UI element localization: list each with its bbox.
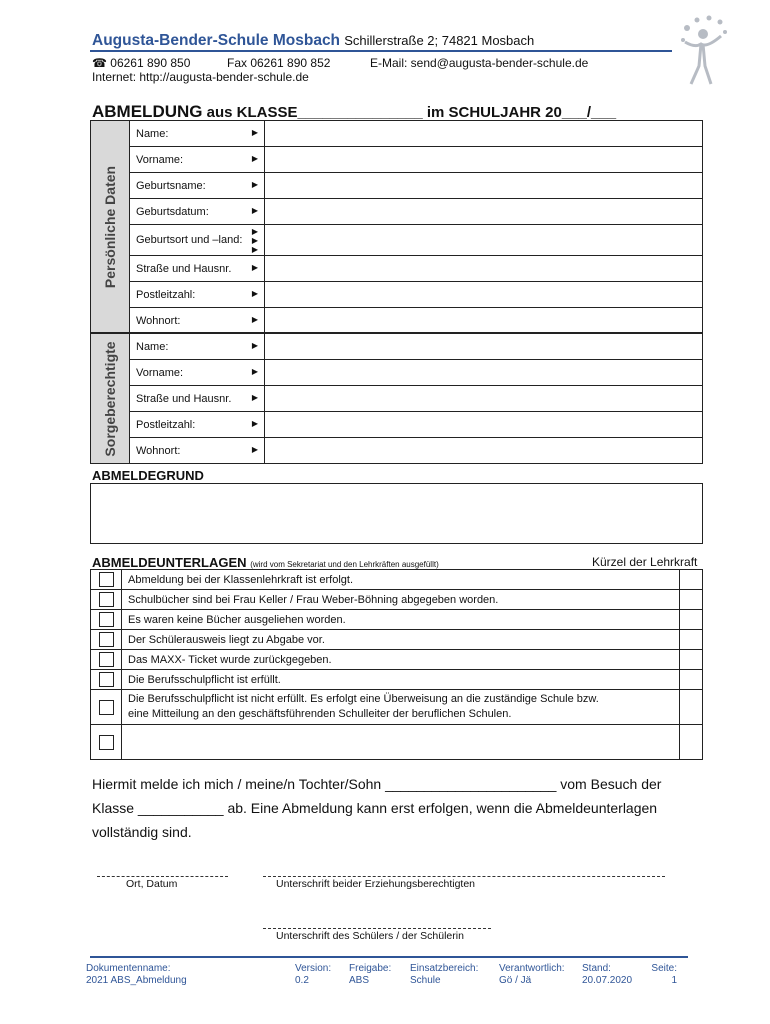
table-row (91, 199, 703, 225)
checkbox[interactable] (99, 612, 114, 627)
field-label: Straße und Hausnr. ▶ (130, 256, 265, 282)
documents-heading (92, 555, 439, 570)
field-label: Straße und Hausnr. ▶ (130, 386, 265, 412)
guardian-signature-label: Unterschrift beider Erziehungsberechtigten (276, 878, 476, 890)
field-label: Vorname: ▶ (130, 147, 265, 173)
footer-page (649, 963, 677, 987)
document-item: Es waren keine Bücher ausgeliehen worden. (122, 610, 680, 630)
documents-heading-text: ABMELDEUNTERLAGEN (92, 555, 247, 570)
footer-document (86, 963, 187, 987)
city-input[interactable] (265, 308, 703, 334)
first-name-input[interactable] (265, 147, 703, 173)
table-row (91, 147, 703, 173)
field-label: Wohnort: ▶ (130, 438, 265, 464)
phone-number: ☎ 06261 890 850 (92, 56, 191, 70)
table-row (91, 333, 703, 360)
document-item (122, 690, 680, 725)
student-signature-label: Unterschrift des Schülers / der Schülerin (276, 930, 464, 942)
footer-value: 1 (671, 975, 677, 986)
initials-cell[interactable] (680, 590, 703, 610)
name-input[interactable] (265, 121, 703, 147)
checkbox-cell (91, 670, 122, 690)
teacher-initials-header: Kürzel der Lehrkraft (592, 555, 698, 569)
footer-area (410, 963, 478, 987)
footer-label: Version: (295, 963, 332, 974)
footer-value: ABS (349, 975, 370, 986)
table-row (91, 725, 703, 760)
document-item-line: Die Berufsschulpflicht ist nicht erfüllt. Es erfolgt eine Überweisung an die zuständige Schule bzw. (128, 693, 599, 705)
guardian-first-name-input[interactable] (265, 360, 703, 386)
footer-release (349, 963, 391, 987)
table-row (91, 121, 703, 147)
school-address: Schillerstraße 2; 74821 Mosbach (344, 33, 535, 48)
field-label: Geburtsdatum: ▶ (130, 199, 265, 225)
guardian-postal-code-input[interactable] (265, 412, 703, 438)
guardian-street-input[interactable] (265, 386, 703, 412)
field-label: Wohnort: ▶ (130, 308, 265, 334)
table-row (91, 412, 703, 438)
table-row (91, 282, 703, 308)
documents-table (90, 569, 703, 760)
guardian-data-table (90, 332, 703, 464)
field-label: Vorname: ▶ (130, 360, 265, 386)
place-date-label: Ort, Datum (126, 878, 178, 890)
document-item: Der Schülerausweis liegt zu Abgabe vor. (122, 630, 680, 650)
initials-cell[interactable] (680, 725, 703, 760)
checkbox-cell (91, 650, 122, 670)
reason-heading: ABMELDEGRUND (92, 468, 204, 483)
guardian-section-label: Sorgeberechtigte (91, 333, 130, 464)
checkbox[interactable] (99, 632, 114, 647)
reason-textarea[interactable] (90, 483, 703, 544)
initials-cell[interactable] (680, 570, 703, 590)
table-row (91, 225, 703, 256)
initials-cell[interactable] (680, 650, 703, 670)
document-item-line: eine Mitteilung an den geschäftsführenden Schulleiter der beruflichen Schulen. (128, 708, 512, 720)
checkbox[interactable] (99, 652, 114, 667)
checkbox-cell (91, 725, 122, 760)
contact-block (92, 56, 652, 86)
initials-cell[interactable] (680, 610, 703, 630)
document-item: Die Berufsschulpflicht ist erfüllt. (122, 670, 680, 690)
footer-divider (90, 956, 688, 958)
table-row (91, 570, 703, 590)
initials-cell[interactable] (680, 690, 703, 725)
table-row (91, 256, 703, 282)
guardian-signature-line[interactable] (263, 876, 665, 877)
checkbox[interactable] (99, 700, 114, 715)
birth-name-input[interactable] (265, 173, 703, 199)
postal-code-input[interactable] (265, 282, 703, 308)
table-row (91, 690, 703, 725)
form-title-main: ABMELDUNG (92, 102, 203, 121)
guardian-name-input[interactable] (265, 333, 703, 360)
footer-label: Dokumentenname: (86, 963, 171, 974)
school-logo-icon (677, 14, 729, 86)
footer-value: 20.07.2020 (582, 975, 633, 986)
footer-date (582, 963, 632, 987)
table-row (91, 360, 703, 386)
document-item: Schulbücher sind bei Frau Keller / Frau Weber-Böhning abgegeben worden. (122, 590, 680, 610)
form-title-rest: aus KLASSE_______________ im SCHULJAHR 20___/___ (202, 104, 617, 121)
checkbox[interactable] (99, 672, 114, 687)
footer-label: Freigabe: (349, 963, 392, 974)
table-row (91, 386, 703, 412)
checkbox[interactable] (99, 572, 114, 587)
checkbox-cell (91, 630, 122, 650)
checkbox-cell (91, 590, 122, 610)
table-row (91, 173, 703, 199)
checkbox-cell (91, 690, 122, 725)
website: Internet: http://augusta-bender-schule.de (92, 70, 309, 84)
table-row (91, 610, 703, 630)
school-header (92, 32, 534, 50)
declaration-line: Hiermit melde ich mich / meine/n Tochter/Sohn ______________________ vom Besuch der (92, 776, 662, 792)
declaration-line: vollständig sind. (92, 824, 192, 840)
table-row (91, 630, 703, 650)
footer-version (295, 963, 331, 987)
school-name: Augusta-Bender-Schule Mosbach (92, 32, 341, 49)
footer-label: Stand: (582, 963, 611, 974)
field-label: Geburtsname: ▶ (130, 173, 265, 199)
footer-value: Gö / Jä (499, 975, 532, 986)
field-label: Name: ▶ (130, 121, 265, 147)
document-item-blank[interactable] (122, 725, 680, 760)
table-row (91, 650, 703, 670)
street-input[interactable] (265, 256, 703, 282)
birth-date-input[interactable] (265, 199, 703, 225)
checkbox-cell (91, 570, 122, 590)
birth-place-input[interactable] (265, 225, 703, 256)
field-label: Name: ▶ (130, 333, 265, 360)
footer-responsible (499, 963, 565, 987)
table-row (91, 590, 703, 610)
document-item: Das MAXX- Ticket wurde zurückgegeben. (122, 650, 680, 670)
email-address: E-Mail: send@augusta-bender-schule.de (370, 56, 589, 70)
footer-label: Einsatzbereich: (410, 963, 479, 974)
header-divider (90, 50, 672, 52)
footer-value: Schule (410, 975, 441, 986)
checkbox[interactable] (99, 735, 114, 750)
footer-label: Verantwortlich: (499, 963, 565, 974)
field-label: Postleitzahl: ▶ (130, 412, 265, 438)
guardian-city-input[interactable] (265, 438, 703, 464)
checkbox[interactable] (99, 592, 114, 607)
initials-cell[interactable] (680, 630, 703, 650)
personal-data-table (90, 120, 703, 334)
footer-value: 0.2 (295, 975, 309, 986)
form-title (92, 102, 616, 122)
table-row (91, 670, 703, 690)
document-item: Abmeldung bei der Klassenlehrkraft ist erfolgt. (122, 570, 680, 590)
table-row (91, 308, 703, 334)
field-label: Postleitzahl: ▶ (130, 282, 265, 308)
student-signature-line[interactable] (263, 928, 491, 929)
documents-note: (wird vom Sekretariat und den Lehrkräften ausgefüllt) (250, 560, 439, 569)
initials-cell[interactable] (680, 670, 703, 690)
declaration-line: Klasse ___________ ab. Eine Abmeldung kann erst erfolgen, wenn die Abmeldeunterlagen (92, 800, 658, 816)
field-label: Geburtsort und –land: ▶ ▶ ▶ (130, 225, 265, 256)
table-row (91, 438, 703, 464)
checkbox-cell (91, 610, 122, 630)
fax-number: Fax 06261 890 852 (227, 56, 331, 70)
personal-section-label: Persönliche Daten (91, 121, 130, 334)
footer-value: 2021 ABS_Abmeldung (86, 975, 187, 986)
footer-label: Seite: (651, 963, 677, 974)
place-date-line[interactable] (97, 876, 228, 877)
declaration-text (92, 772, 702, 844)
